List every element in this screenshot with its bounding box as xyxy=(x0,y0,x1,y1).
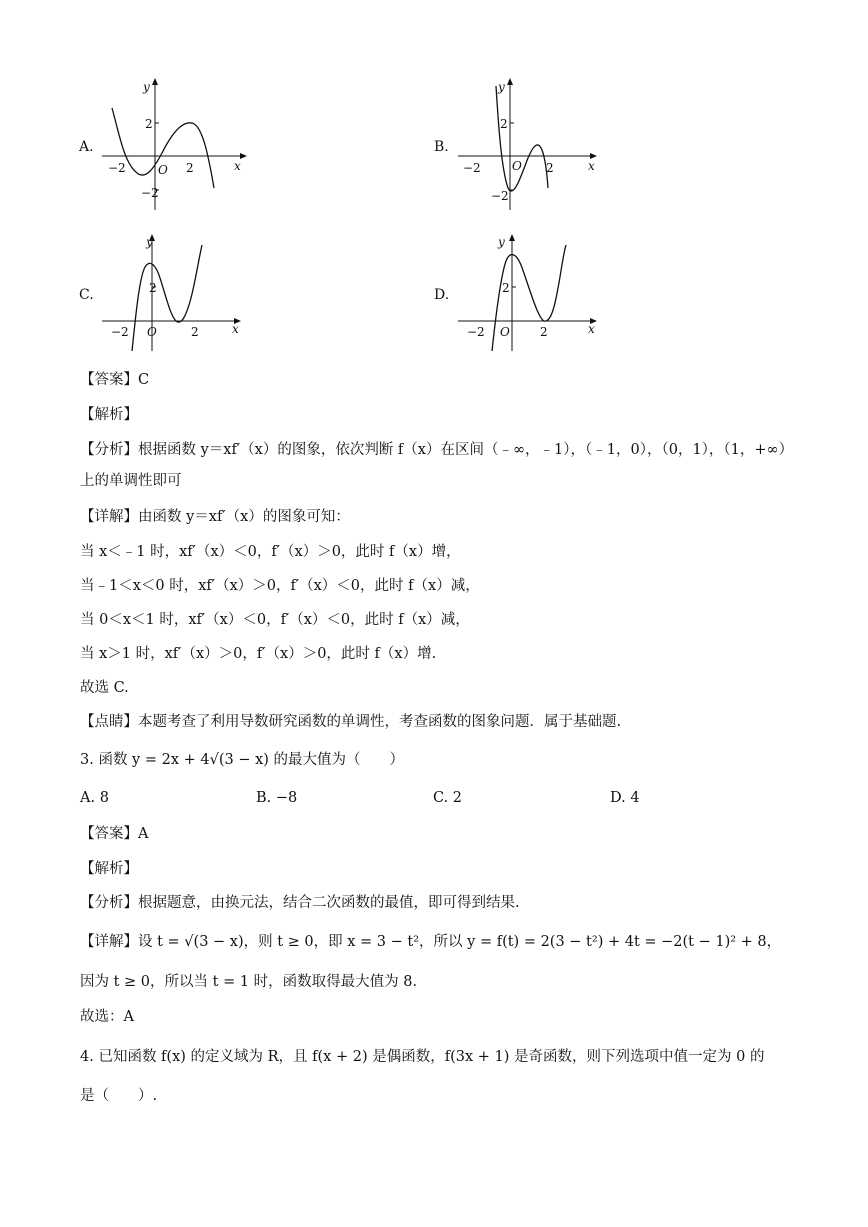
graph-d-y-label: y xyxy=(498,235,505,249)
graph-d-x-label: x xyxy=(588,322,595,336)
graph-a-label-y2: 2 xyxy=(145,117,153,131)
graph-c-svg xyxy=(102,233,247,355)
option-letter-d: D. xyxy=(434,287,450,303)
q2-case1: 当 x＜﹣1 时，xf′（x）＜0，f′（x）＞0，此时 f（x）增， xyxy=(80,544,461,560)
graph-b-label-x2: 2 xyxy=(546,161,554,175)
q2-fenxi-line2: 上的单调性即可 xyxy=(80,473,182,489)
q2-case2: 当﹣1＜x＜0 时，xf′（x）＞0，f′（x）＜0，此时 f（x）减， xyxy=(80,578,480,594)
q3-option-c: C. 2 xyxy=(433,790,463,806)
q2-case3: 当 0＜x＜1 时，xf′（x）＜0，f′（x）＜0，此时 f（x）减， xyxy=(80,612,470,628)
q4-stem-line2: 是（ ）. xyxy=(80,1088,158,1104)
graph-b-origin: O xyxy=(512,159,522,173)
graph-a-x-label: x xyxy=(234,159,241,173)
q3-answer: 【答案】A xyxy=(80,826,149,842)
graph-b-y-label: y xyxy=(498,80,505,94)
q3-choose: 故选：A xyxy=(80,1009,134,1025)
graph-a-origin: O xyxy=(158,163,168,177)
option-letter-b: B. xyxy=(434,139,449,155)
q2-analysis-heading: 【解析】 xyxy=(80,407,138,423)
q3-because: 因为 t ≥ 0，所以当 t = 1 时，函数取得最大值为 8． xyxy=(80,974,428,990)
q3-xiangjie: 【详解】设 t = √(3 − x)，则 t ≥ 0，即 x = 3 − t²，所以 y = f(t) = 2(3 − t²) + 4t = −2(t − 1)² + 8， xyxy=(80,934,782,950)
option-letter-c: C. xyxy=(79,287,94,303)
q3-option-a: A. 8 xyxy=(80,790,109,806)
q3-stem: 3. 函数 y = 2x + 4√(3 − x) 的最大值为（ ） xyxy=(80,752,405,768)
q2-choose: 故选 C. xyxy=(80,680,129,696)
graph-b-x-label: x xyxy=(588,159,595,173)
graph-b-svg xyxy=(458,78,603,213)
graph-d-svg xyxy=(458,233,603,355)
graph-c-label-y2: 2 xyxy=(149,281,157,295)
graph-option-b xyxy=(458,78,603,217)
graph-a-label-xm2: −2 xyxy=(108,161,126,175)
q2-dianjing: 【点睛】本题考查了利用导数研究函数的单调性，考查函数的图象问题．属于基础题. xyxy=(80,714,622,730)
q2-fenxi-line1: 【分析】根据函数 y＝xf′（x）的图象，依次判断 f（x）在区间（﹣∞，﹣1），（﹣1，0），（0，1），（1，+∞） xyxy=(80,442,794,458)
q3-option-d: D. 4 xyxy=(610,790,640,806)
q2-xiangjie: 【详解】由函数 y＝xf′（x）的图象可知： xyxy=(80,509,350,525)
graph-c-y-label: y xyxy=(146,235,153,249)
graph-c-x-label: x xyxy=(232,322,239,336)
q2-case4: 当 x＞1 时，xf′（x）＞0，f′（x）＞0，此时 f（x）增. xyxy=(80,646,437,662)
q3-option-b: B. −8 xyxy=(256,790,298,806)
graph-d-origin: O xyxy=(500,325,510,339)
graph-a-svg xyxy=(102,78,247,213)
q3-analysis-heading: 【解析】 xyxy=(80,861,138,877)
option-letter-a: A. xyxy=(79,139,94,155)
graph-option-d xyxy=(458,233,603,359)
graph-a-label-ym2: −2 xyxy=(141,186,159,200)
graph-d-label-x2: 2 xyxy=(540,325,548,339)
graph-c-origin: O xyxy=(147,325,157,339)
q2-answer: 【答案】C xyxy=(80,372,150,388)
graph-d-label-xm2: −2 xyxy=(467,325,485,339)
graph-b-label-y2: 2 xyxy=(500,117,508,131)
graph-c-label-x2: 2 xyxy=(191,325,199,339)
q4-stem-line1: 4. 已知函数 f(x) 的定义域为 R，且 f(x + 2) 是偶函数，f(3x + 1) 是奇函数，则下列选项中值一定为 0 的 xyxy=(80,1049,765,1065)
graph-option-c xyxy=(102,233,247,359)
graph-a-label-x2: 2 xyxy=(186,161,194,175)
graph-b-label-xm2: −2 xyxy=(463,161,481,175)
graph-d-label-y2: 2 xyxy=(502,281,510,295)
graph-a-y-label: y xyxy=(143,80,150,94)
graph-option-a xyxy=(102,78,247,217)
graph-c-label-xm2: −2 xyxy=(111,325,129,339)
graph-b-label-ym2: −2 xyxy=(491,189,509,203)
q3-fenxi: 【分析】根据题意，由换元法，结合二次函数的最值，即可得到结果. xyxy=(80,895,520,911)
